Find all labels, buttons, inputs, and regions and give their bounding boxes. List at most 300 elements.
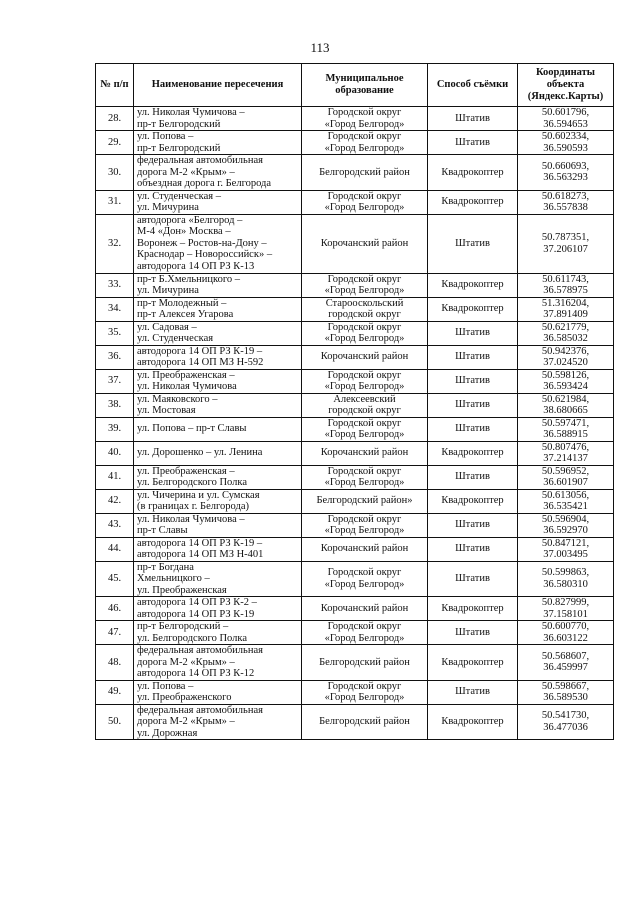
coordinates xyxy=(518,441,614,465)
coordinates-line: 50.613056, xyxy=(541,489,590,501)
table-row xyxy=(96,561,614,597)
coordinates-line: 50.942376, xyxy=(541,345,590,357)
table-row xyxy=(96,621,614,645)
intersection-name xyxy=(134,345,302,369)
row-number-line: 30. xyxy=(107,166,122,178)
municipality-line: Городской округ xyxy=(327,465,402,477)
survey-method xyxy=(428,645,518,681)
intersection-name xyxy=(134,513,302,537)
coordinates-line: 50.598126, xyxy=(541,369,590,381)
survey-method-line: Квадрокоптер xyxy=(441,495,504,507)
survey-method-line: Квадрокоптер xyxy=(441,447,504,459)
survey-method-line: Штатив xyxy=(455,237,490,249)
coordinates-line: 36.563293 xyxy=(543,172,588,184)
survey-method-line: Штатив xyxy=(455,399,490,411)
survey-method-line: Квадрокоптер xyxy=(441,656,504,668)
intersection-name-line: автодорога 14 ОП МЗ Н-592 xyxy=(137,357,264,368)
survey-method-line: Штатив xyxy=(455,327,490,339)
municipality xyxy=(302,107,428,131)
coordinates-line: 50.541730, xyxy=(541,710,590,722)
coordinates-line: 36.589530 xyxy=(543,692,588,703)
row-number xyxy=(96,645,134,681)
intersection-name xyxy=(134,190,302,214)
intersection-name-line: пр-т Алексея Угарова xyxy=(137,309,234,320)
table-row xyxy=(96,107,614,131)
intersection-name-line: Воронеж – Ростов-на-Дону – xyxy=(137,237,267,249)
coordinates-line: 36.593424 xyxy=(543,381,588,392)
table-row xyxy=(96,680,614,704)
intersection-name xyxy=(134,273,302,297)
municipality-line: Корочанский район xyxy=(320,602,409,614)
intersection-name-line: пр-т Славы xyxy=(137,525,188,536)
coordinates-line: 50.611743, xyxy=(542,273,589,285)
survey-method xyxy=(428,417,518,441)
intersection-name-line: автодорога 14 ОП РЗ К-19 – xyxy=(137,537,263,549)
survey-method-line: Квадрокоптер xyxy=(441,602,504,614)
row-number xyxy=(96,321,134,345)
intersection-name-line: ул. Николая Чумичова – xyxy=(137,107,245,118)
survey-method xyxy=(428,513,518,537)
survey-method xyxy=(428,441,518,465)
intersection-name xyxy=(134,297,302,321)
municipality xyxy=(302,645,428,681)
intersection-name xyxy=(134,441,302,465)
table-row xyxy=(96,465,614,489)
municipality-line: Городской округ xyxy=(327,621,402,632)
intersection-name-line: ул. Дорошенко – ул. Ленина xyxy=(137,447,263,459)
municipality-line: Городской округ xyxy=(327,417,402,429)
municipality xyxy=(302,513,428,537)
survey-method xyxy=(428,321,518,345)
intersection-name-line: автодорога 14 ОП РЗ К-19 – xyxy=(137,345,263,357)
municipality-line: Белгородский район xyxy=(319,656,410,668)
intersection-name-line: автодорога 14 ОП РЗ К-19 xyxy=(137,608,255,620)
municipality-line: «Город Белгород» xyxy=(324,477,405,488)
table-row xyxy=(96,441,614,465)
intersection-name-line: ул. Преображенская – xyxy=(137,465,235,477)
intersection-name-line: пр-т Молодежный – xyxy=(137,297,227,309)
survey-method xyxy=(428,297,518,321)
municipality xyxy=(302,597,428,621)
row-number-line: 47. xyxy=(107,626,122,638)
municipality-line: Городской округ xyxy=(327,513,402,525)
coordinates xyxy=(518,369,614,393)
coordinates xyxy=(518,597,614,621)
survey-method xyxy=(428,393,518,417)
intersection-name-line: федеральная автомобильная xyxy=(137,704,263,716)
row-number xyxy=(96,621,134,645)
municipality xyxy=(302,155,428,191)
survey-method-line: Квадрокоптер xyxy=(441,303,504,315)
survey-method xyxy=(428,680,518,704)
table-row xyxy=(96,645,614,681)
coordinates xyxy=(518,513,614,537)
coordinates xyxy=(518,417,614,441)
intersection-name-line: ул. Преображенская – xyxy=(137,369,235,381)
coordinates-line: 38.680665 xyxy=(543,405,588,416)
survey-method-line: Штатив xyxy=(455,686,490,698)
survey-method-line: Квадрокоптер xyxy=(441,166,504,178)
table-row xyxy=(96,489,614,513)
intersection-name-line: объездная дорога г. Белгорода xyxy=(137,178,272,189)
municipality xyxy=(302,704,428,740)
table-row xyxy=(96,597,614,621)
coordinates-line: 37.158101 xyxy=(543,608,588,620)
intersection-name xyxy=(134,465,302,489)
municipality-line: «Город Белгород» xyxy=(324,333,405,344)
survey-method xyxy=(428,190,518,214)
coordinates xyxy=(518,465,614,489)
coordinates xyxy=(518,345,614,369)
survey-method-line: Квадрокоптер xyxy=(441,196,504,208)
municipality-line: Городской округ xyxy=(327,680,402,692)
intersections-table xyxy=(95,63,614,740)
row-number-line: 35. xyxy=(107,327,122,339)
intersection-name xyxy=(134,214,302,273)
row-number-line: 31. xyxy=(107,196,122,208)
survey-method-line: Штатив xyxy=(455,423,490,435)
intersection-name-line: пр-т Б.Хмельницкого – xyxy=(137,273,240,285)
intersection-name-line: дорога М-2 «Крым» – xyxy=(137,656,235,668)
municipality xyxy=(302,489,428,513)
survey-method-line: Штатив xyxy=(455,351,490,363)
coordinates-line: 50.787351, xyxy=(541,232,590,243)
coordinates-line: 50.621779, xyxy=(541,321,590,333)
table-row xyxy=(96,321,614,345)
intersection-name-line: автодорога «Белгород – xyxy=(137,214,243,226)
row-number-line: 41. xyxy=(107,471,122,483)
survey-method xyxy=(428,704,518,740)
intersection-name-line: ул. Попова – xyxy=(137,131,194,142)
municipality-line: Городской округ xyxy=(327,567,402,579)
survey-method xyxy=(428,597,518,621)
row-number-line: 44. xyxy=(107,543,122,555)
coordinates xyxy=(518,131,614,155)
coordinates xyxy=(518,704,614,740)
survey-method xyxy=(428,107,518,131)
intersection-name-line: дорога М-2 «Крым» – xyxy=(137,166,235,178)
row-number-line: 42. xyxy=(107,495,122,507)
row-number xyxy=(96,131,134,155)
municipality xyxy=(302,417,428,441)
survey-method-line: Штатив xyxy=(455,471,490,483)
municipality-line: Городской округ xyxy=(327,107,402,118)
row-number xyxy=(96,561,134,597)
municipality-line: Городской округ xyxy=(327,131,402,142)
row-number-line: 46. xyxy=(107,602,122,614)
coordinates-line: 50.660693, xyxy=(541,160,590,172)
intersection-name xyxy=(134,321,302,345)
municipality-line: Городской округ xyxy=(327,369,402,381)
header-coords: Координаты объекта (Яндекс.Карты) xyxy=(518,64,614,107)
row-number-line: 32. xyxy=(107,237,122,249)
intersection-name-line: ул. Преображенского xyxy=(137,692,232,703)
coordinates xyxy=(518,297,614,321)
municipality-line: Белгородский район» xyxy=(316,495,413,507)
coordinates-line: 36.578975 xyxy=(543,285,588,296)
table-row xyxy=(96,131,614,155)
coordinates-line: 50.600770, xyxy=(541,621,590,632)
intersection-name xyxy=(134,704,302,740)
row-number-line: 29. xyxy=(107,136,122,148)
table-row xyxy=(96,297,614,321)
coordinates-line: 36.535421 xyxy=(543,501,588,512)
intersection-name xyxy=(134,155,302,191)
intersection-name xyxy=(134,561,302,597)
coordinates xyxy=(518,155,614,191)
municipality xyxy=(302,441,428,465)
survey-method xyxy=(428,465,518,489)
row-number-line: 37. xyxy=(107,375,122,387)
row-number xyxy=(96,393,134,417)
coordinates-line: 50.596952, xyxy=(541,465,590,477)
table-row xyxy=(96,513,614,537)
table-row xyxy=(96,155,614,191)
table-row xyxy=(96,273,614,297)
municipality xyxy=(302,345,428,369)
row-number xyxy=(96,190,134,214)
intersection-name-line: автодорога 14 ОП РЗ К-12 xyxy=(137,668,255,679)
municipality-line: «Город Белгород» xyxy=(324,525,405,536)
coordinates-line: 36.585032 xyxy=(543,333,588,344)
coordinates-line: 36.580310 xyxy=(543,578,588,590)
intersection-name-line: пр-т Белгородский xyxy=(137,118,221,130)
table-row xyxy=(96,704,614,740)
coordinates-line: 50.598667, xyxy=(541,680,590,692)
municipality-line: «Город Белгород» xyxy=(324,632,405,644)
table-row xyxy=(96,537,614,561)
coordinates xyxy=(518,645,614,681)
intersection-name xyxy=(134,131,302,155)
intersection-name xyxy=(134,537,302,561)
coordinates-line: 37.003495 xyxy=(543,549,588,560)
intersection-name-line: Хмельницкого – xyxy=(137,573,210,584)
intersection-name-line: ул. Николая Чумичова – xyxy=(137,513,245,525)
intersection-name xyxy=(134,621,302,645)
intersection-name-line: (в границах г. Белгорода) xyxy=(137,501,249,512)
intersection-name xyxy=(134,369,302,393)
row-number-line: 40. xyxy=(107,447,122,459)
row-number xyxy=(96,465,134,489)
intersection-name xyxy=(134,645,302,681)
intersection-name-line: ул. Попова – xyxy=(137,680,194,692)
survey-method xyxy=(428,537,518,561)
coordinates xyxy=(518,107,614,131)
header-method: Способ съёмки xyxy=(428,64,518,107)
coordinates-line: 36.477036 xyxy=(543,721,588,733)
row-number xyxy=(96,369,134,393)
header-municipality: Муниципальное образование xyxy=(302,64,428,107)
intersection-name-line: ул. Чичерина и ул. Сумская xyxy=(137,489,260,501)
municipality xyxy=(302,393,428,417)
coordinates xyxy=(518,321,614,345)
coordinates-line: 36.601907 xyxy=(543,477,588,488)
intersection-name xyxy=(134,597,302,621)
municipality xyxy=(302,131,428,155)
coordinates-line: 51.316204, xyxy=(541,297,590,309)
intersection-name-line: ул. Маяковского – xyxy=(137,393,218,405)
coordinates xyxy=(518,537,614,561)
row-number xyxy=(96,107,134,131)
municipality-line: Корочанский район xyxy=(320,447,409,459)
survey-method xyxy=(428,369,518,393)
municipality-line: городской округ xyxy=(328,405,401,416)
intersection-name xyxy=(134,489,302,513)
municipality-line: «Город Белгород» xyxy=(324,142,405,154)
survey-method xyxy=(428,489,518,513)
municipality-line: «Город Белгород» xyxy=(324,381,405,392)
row-number xyxy=(96,155,134,191)
intersection-name-line: ул. Попова – пр-т Славы xyxy=(137,423,247,435)
row-number xyxy=(96,297,134,321)
table-row xyxy=(96,393,614,417)
coordinates-line: 50.597471, xyxy=(541,417,590,429)
municipality xyxy=(302,680,428,704)
row-number-line: 34. xyxy=(107,303,122,315)
survey-method xyxy=(428,621,518,645)
row-number-line: 48. xyxy=(107,656,122,668)
survey-method-line: Штатив xyxy=(455,375,490,387)
municipality xyxy=(302,273,428,297)
coordinates-line: 36.594653 xyxy=(543,118,588,130)
row-number xyxy=(96,597,134,621)
row-number xyxy=(96,273,134,297)
table-row xyxy=(96,214,614,273)
intersection-name-line: ул. Студенческая – xyxy=(137,190,221,202)
coordinates xyxy=(518,561,614,597)
intersection-name-line: ул. Студенческая xyxy=(137,333,214,344)
intersection-name-line: федеральная автомобильная xyxy=(137,645,263,656)
municipality-line: Старооскольский xyxy=(325,297,404,309)
coordinates-line: 50.847121, xyxy=(541,537,590,549)
survey-method-line: Штатив xyxy=(455,519,490,531)
table-row xyxy=(96,345,614,369)
survey-method-line: Штатив xyxy=(455,573,490,584)
survey-method xyxy=(428,273,518,297)
municipality-line: «Город Белгород» xyxy=(324,692,405,703)
municipality xyxy=(302,369,428,393)
municipality xyxy=(302,561,428,597)
row-number-line: 45. xyxy=(107,573,122,584)
row-number xyxy=(96,513,134,537)
intersection-name-line: пр-т Белгородский xyxy=(137,142,221,154)
coordinates-line: 36.592970 xyxy=(543,525,588,536)
municipality-line: «Город Белгород» xyxy=(324,578,405,590)
coordinates xyxy=(518,680,614,704)
municipality-line: городской округ xyxy=(328,309,401,320)
intersection-name-line: дорога М-2 «Крым» – xyxy=(137,716,235,727)
intersection-name-line: пр-т Богдана xyxy=(137,561,194,573)
coordinates-line: 37.214137 xyxy=(543,453,588,464)
intersection-name-line: ул. Николая Чумичова xyxy=(137,381,237,392)
survey-method-line: Штатив xyxy=(455,626,490,638)
intersection-name xyxy=(134,107,302,131)
row-number xyxy=(96,441,134,465)
coordinates xyxy=(518,621,614,645)
coordinates-line: 50.599863, xyxy=(541,567,590,579)
row-number xyxy=(96,345,134,369)
coordinates-line: 36.459997 xyxy=(543,662,588,674)
municipality-line: «Город Белгород» xyxy=(324,202,405,213)
row-number-line: 36. xyxy=(107,351,122,363)
survey-method xyxy=(428,214,518,273)
intersection-name-line: автодорога 14 ОП МЗ Н-401 xyxy=(137,549,264,560)
municipality-line: Корочанский район xyxy=(320,237,409,249)
municipality-line: «Город Белгород» xyxy=(324,118,405,130)
row-number-line: 49. xyxy=(107,686,122,698)
row-number-line: 39. xyxy=(107,423,122,435)
intersection-name-line: ул. Мичурина xyxy=(137,285,199,296)
intersection-name-line: ул. Белгородского Полка xyxy=(137,632,247,644)
survey-method xyxy=(428,155,518,191)
coordinates xyxy=(518,393,614,417)
municipality-line: Городской округ xyxy=(327,190,402,202)
municipality-line: Городской округ xyxy=(327,273,402,285)
row-number xyxy=(96,489,134,513)
coordinates xyxy=(518,273,614,297)
survey-method-line: Квадрокоптер xyxy=(441,716,504,727)
row-number xyxy=(96,680,134,704)
intersection-name xyxy=(134,680,302,704)
row-number xyxy=(96,214,134,273)
row-number-line: 38. xyxy=(107,399,122,411)
survey-method-line: Штатив xyxy=(455,543,490,555)
municipality-line: Белгородский район xyxy=(319,716,410,727)
survey-method xyxy=(428,345,518,369)
coordinates-line: 50.618273, xyxy=(541,190,590,202)
coordinates-line: 36.588915 xyxy=(543,429,588,440)
intersection-name-line: ул. Дорожная xyxy=(137,727,198,739)
coordinates-line: 50.568607, xyxy=(541,650,590,662)
intersection-name-line: пр-т Белгородский – xyxy=(137,621,229,632)
intersection-name-line: ул. Белгородского Полка xyxy=(137,477,247,488)
intersection-name-line: ул. Преображенская xyxy=(137,584,227,596)
row-number-line: 50. xyxy=(107,716,122,727)
coordinates-line: 37.206107 xyxy=(543,243,588,255)
coordinates-line: 36.590593 xyxy=(543,142,588,154)
intersection-name xyxy=(134,417,302,441)
coordinates xyxy=(518,214,614,273)
intersection-name-line: Краснодар – Новороссийск» – xyxy=(137,249,273,261)
coordinates-line: 50.621984, xyxy=(541,393,590,405)
municipality xyxy=(302,537,428,561)
survey-method-line: Штатив xyxy=(455,136,490,148)
coordinates-line: 50.601796, xyxy=(541,107,590,118)
intersection-name-line: ул. Мичурина xyxy=(137,202,199,213)
intersection-name-line: ул. Садовая – xyxy=(137,321,197,333)
intersection-name-line: автодорога 14 ОП РЗ К-13 xyxy=(137,260,255,272)
header-num: № п/п xyxy=(96,64,134,107)
municipality-line: Городской округ xyxy=(327,321,402,333)
coordinates-line: 50.807476, xyxy=(541,441,590,453)
coordinates-line: 36.603122 xyxy=(543,632,588,644)
row-number-line: 28. xyxy=(107,112,122,124)
table-row xyxy=(96,369,614,393)
municipality-line: «Город Белгород» xyxy=(324,285,405,296)
coordinates-line: 37.891409 xyxy=(543,309,588,320)
row-number xyxy=(96,704,134,740)
municipality-line: Белгородский район xyxy=(319,166,410,178)
header-name: Наименование пересечения xyxy=(134,64,302,107)
survey-method-line: Квадрокоптер xyxy=(441,279,504,291)
survey-method xyxy=(428,561,518,597)
intersection-name-line: М-4 «Дон» Москва – xyxy=(137,226,231,238)
coordinates-line: 50.596904, xyxy=(541,513,590,525)
municipality-line: «Город Белгород» xyxy=(324,429,405,440)
coordinates-line: 50.602334, xyxy=(541,131,590,142)
table-header-row xyxy=(96,64,614,107)
intersection-name-line: федеральная автомобильная xyxy=(137,155,263,166)
